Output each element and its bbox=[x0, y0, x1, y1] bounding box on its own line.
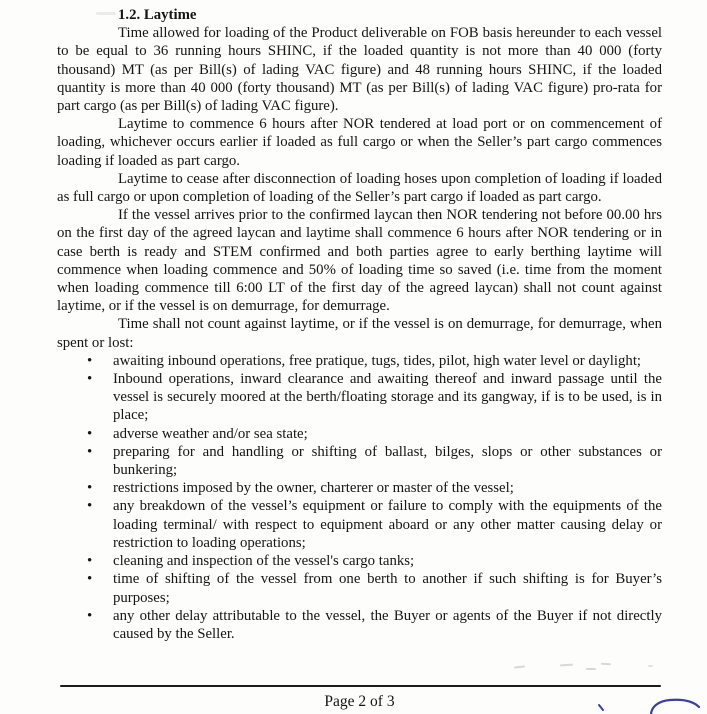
list-item-tank-cleaning: • cleaning and inspection of the vessel's cargo tanks; bbox=[113, 552, 662, 570]
scan-smudge bbox=[586, 668, 596, 670]
scan-smudge bbox=[648, 665, 653, 667]
paragraph-laytime-commence: Laytime to commence 6 hours after NOR tendered at load port or on commencement of loading, whichever occurs earlier if loaded as full cargo or when the Seller’s part cargo commences loading if loaded as part cargo. bbox=[57, 116, 662, 169]
scan-smudge bbox=[514, 665, 525, 668]
list-item-awaiting-inbound: • awaiting inbound operations, free pratique, tugs, tides, pilot, high water level or daylight; bbox=[113, 352, 662, 370]
list-item-other-delay: • any other delay attributable to the vessel, the Buyer or agents of the Buyer if not directly caused by the Seller. bbox=[113, 607, 662, 643]
list-item-berth-shifting: • time of shifting of the vessel from one berth to another if such shifting is for Buyer’s purposes; bbox=[113, 570, 662, 606]
paragraph-early-arrival: If the vessel arrives prior to the confirmed laycan then NOR tendering not before 00.00 hrs on the first day of the agreed laycan and laytime shall commence 6 hours after NOR tendering or in case berth is ready and STEM confirmed and both parties agree to early berthing laytime will commence when loading commence and 50% of loading time so saved (i.e. time from the moment when loading commence till 6:00 LT of the first day of the agreed laycan) shall not count against laytime, or if the vessel is on demurrage, for demurrage. bbox=[57, 207, 662, 315]
list-item-adverse-weather: • adverse weather and/or sea state; bbox=[113, 425, 662, 443]
paragraph-exclusions-intro: Time shall not count against laytime, or if the vessel is on demurrage, for demurrage, when spent or lost: bbox=[57, 316, 662, 351]
scan-smudge bbox=[601, 663, 611, 666]
scan-smudge bbox=[96, 12, 116, 15]
paragraph-laytime-cease: Laytime to cease after disconnection of loading hoses upon completion of loading if loaded as full cargo or upon completion of loading of the Seller’s part cargo if loaded as part cargo. bbox=[57, 170, 662, 206]
list-item-restrictions: • restrictions imposed by the owner, charterer or master of the vessel; bbox=[113, 479, 662, 497]
footer-divider bbox=[60, 685, 661, 687]
scan-smudge bbox=[560, 664, 573, 667]
list-item-inbound-operations: • Inbound operations, inward clearance and awaiting thereof and inward passage until the vessel is securely moored at the berth/floating storage and its gangway, if is to be used, is in place; bbox=[113, 370, 662, 425]
paragraph-laytime-allowance: Time allowed for loading of the Product deliverable on FOB basis hereunder to each vessel to be equal to 36 running hours SHINC, if the loaded quantity is not more than 40 000 (forty thousand) MT (as per Bill(s) of lading VAC figure) and 48 running hours SHINC, if the loaded quantity is more than 40 000 (forty thousand) MT (as per Bill(s) of lading VAC figure) pro-rata for part cargo (as per Bill(s) of lading VAC figure). bbox=[57, 25, 662, 115]
list-item-equipment-breakdown: • any breakdown of the vessel’s equipment or failure to comply with the equipments of the loading terminal/ with respect to equipment aboard or any other matter causing delay or restriction to loading operations; bbox=[113, 497, 662, 552]
section-heading: 1.2. Laytime bbox=[118, 7, 197, 23]
exclusions-list bbox=[57, 352, 662, 643]
list-item-ballast-handling: • preparing for and handling or shifting of ballast, bilges, slops or other substances or bunkering; bbox=[113, 443, 662, 479]
page-number: Page 2 of 3 bbox=[324, 693, 395, 710]
